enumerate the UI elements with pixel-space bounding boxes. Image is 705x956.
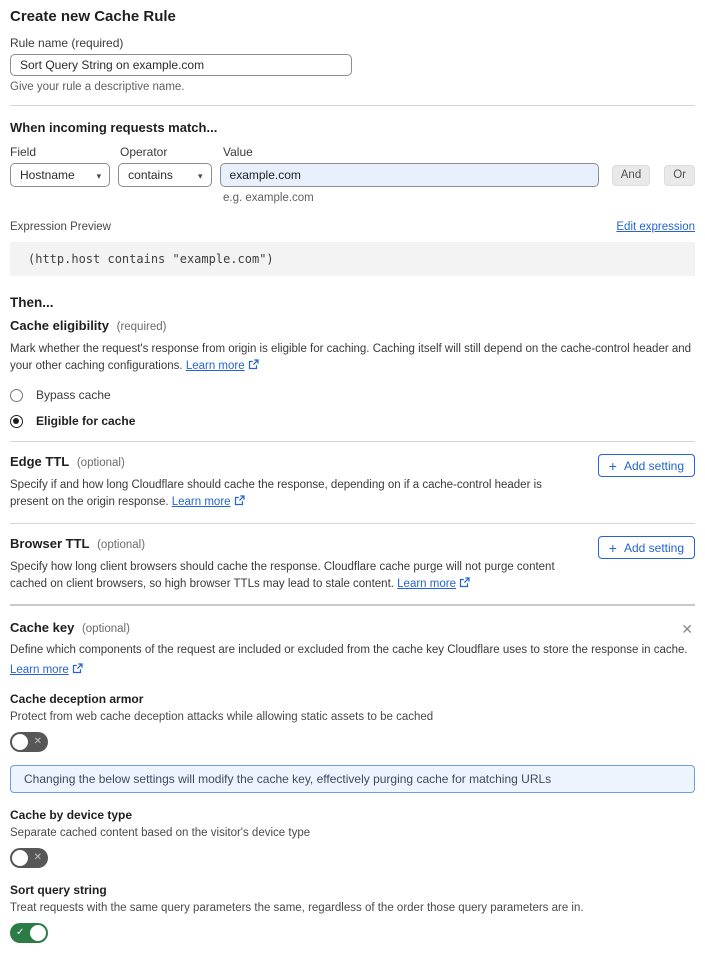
operator-select[interactable] (118, 163, 211, 187)
cache-eligibility-learn-more-link[interactable]: Learn more (185, 360, 245, 372)
cache-eligibility-description-text: Mark whether the request's response from origin is eligible for caching. Caching itself will still depend on the cache-control header and your other caching configurations. (10, 343, 692, 372)
field-select-value: Hostname (20, 168, 75, 182)
toggle-knob (30, 925, 46, 941)
and-button[interactable]: And (612, 165, 650, 186)
cache-by-device-type-description: Separate cached content based on the visitor's device type (10, 827, 311, 839)
sort-query-string-title: Sort query string (10, 883, 107, 897)
value-helper: e.g. example.com (223, 192, 314, 204)
or-button[interactable]: Or (664, 165, 695, 186)
browser-ttl-description-text: Specify how long client browsers should cache the response. Cloudflare cache purge will not purge content cached on client browsers, so high browser TTLs may lead to stale content. (10, 561, 555, 590)
match-column-labels (10, 145, 695, 159)
match-row (10, 163, 695, 187)
expression-header (10, 221, 695, 233)
value-input[interactable] (220, 163, 599, 187)
browser-ttl-section (10, 536, 695, 594)
external-link-icon (234, 495, 245, 512)
cache-by-device-type-title: Cache by device type (10, 808, 133, 822)
then-heading: Then... (10, 295, 54, 310)
edge-ttl-description-text: Specify if and how long Cloudflare should cache the response, depending on if a cache-control header is present on the origin response. (10, 479, 542, 508)
cache-eligibility-description (10, 341, 695, 376)
field-label: Field (10, 145, 37, 159)
external-link-icon (459, 577, 470, 594)
toggle-off-icon: ✕ (33, 736, 42, 747)
toggle-knob (12, 734, 28, 750)
radio-eligible-for-cache[interactable] (10, 412, 695, 430)
cache-key-learn-more-row (10, 661, 695, 678)
edge-ttl-add-setting-label: Add setting (623, 458, 684, 473)
divider (10, 105, 695, 106)
toggle-check-icon: ✓ (16, 927, 25, 938)
cache-by-device-type-toggle[interactable] (10, 848, 48, 868)
toggle-knob (12, 850, 28, 866)
cache-eligibility-options (10, 386, 695, 430)
cache-key-description: Define which components of the request are included or excluded from the cache key Cloudflare uses to store the response in cache. (10, 644, 688, 656)
rule-name-input[interactable] (10, 54, 352, 76)
edge-ttl-add-setting-button[interactable] (598, 454, 695, 477)
cache-key-warning-banner: Changing the below settings will modify the cache key, effectively purging cache for matching URLs (10, 765, 695, 793)
close-icon[interactable]: ✕ (681, 621, 693, 637)
chevron-down-icon: ▾ (96, 171, 102, 181)
edge-ttl-learn-more-link[interactable]: Learn more (171, 496, 231, 508)
sort-query-string-toggle[interactable] (10, 923, 48, 943)
cache-key-qualifier: (optional) (81, 623, 130, 635)
page-title: Create new Cache Rule (10, 8, 176, 25)
radio-bypass-cache-label: Bypass cache (36, 388, 111, 402)
operator-label: Operator (120, 145, 168, 159)
browser-ttl-title: Browser TTL (10, 536, 90, 551)
cache-eligibility-title-row (10, 318, 695, 335)
expression-code: (http.host contains "example.com") (10, 242, 695, 276)
browser-ttl-add-setting-label: Add setting (623, 540, 684, 555)
browser-ttl-title-row (10, 536, 570, 553)
cache-deception-armor-description: Protect from web cache deception attacks while allowing static assets to be cached (10, 711, 434, 723)
expression-preview-label: Expression Preview (10, 221, 111, 233)
cache-eligibility-qualifier: (required) (116, 321, 167, 333)
browser-ttl-description (10, 559, 570, 594)
browser-ttl-add-setting-button[interactable] (598, 536, 695, 559)
cache-key-title: Cache key (10, 620, 75, 635)
edge-ttl-section (10, 454, 695, 512)
plus-icon: + (608, 539, 617, 556)
cache-key-learn-more-link[interactable]: Learn more (10, 664, 69, 676)
edge-ttl-description (10, 477, 570, 512)
radio-bypass-cache[interactable] (10, 386, 695, 404)
radio-eligible-for-cache-label: Eligible for cache (36, 414, 136, 428)
cache-deception-armor-title: Cache deception armor (10, 692, 144, 706)
browser-ttl-content (10, 536, 570, 594)
radio-selected-icon (10, 415, 23, 428)
edge-ttl-title-row (10, 454, 570, 471)
cache-key-header (10, 620, 695, 638)
divider (10, 604, 695, 606)
rule-name-group (10, 36, 695, 94)
cache-eligibility-title: Cache eligibility (10, 318, 109, 333)
chevron-down-icon: ▾ (198, 171, 203, 181)
cache-deception-armor-toggle[interactable] (10, 732, 48, 752)
edit-expression-link[interactable]: Edit expression (616, 221, 695, 233)
external-link-icon (72, 662, 83, 677)
divider (10, 441, 695, 442)
plus-icon: + (608, 457, 617, 474)
external-link-icon (248, 359, 259, 376)
edge-ttl-qualifier: (optional) (76, 457, 125, 469)
field-select[interactable] (10, 163, 110, 187)
divider (10, 523, 695, 524)
edge-ttl-content (10, 454, 570, 512)
operator-select-value: contains (128, 168, 173, 182)
rule-name-label: Rule name (required) (10, 36, 124, 50)
sort-query-string-description: Treat requests with the same query parameters the same, regardless of the order those query parameters are in. (10, 902, 584, 914)
cache-key-title-row (10, 620, 130, 637)
rule-name-helper: Give your rule a descriptive name. (10, 81, 185, 93)
match-heading: When incoming requests match... (10, 120, 218, 135)
browser-ttl-qualifier: (optional) (97, 539, 146, 551)
browser-ttl-learn-more-link[interactable]: Learn more (397, 578, 456, 590)
value-label: Value (223, 145, 253, 159)
toggle-off-icon: ✕ (33, 852, 42, 863)
edge-ttl-title: Edge TTL (10, 454, 70, 469)
radio-icon (10, 389, 23, 402)
